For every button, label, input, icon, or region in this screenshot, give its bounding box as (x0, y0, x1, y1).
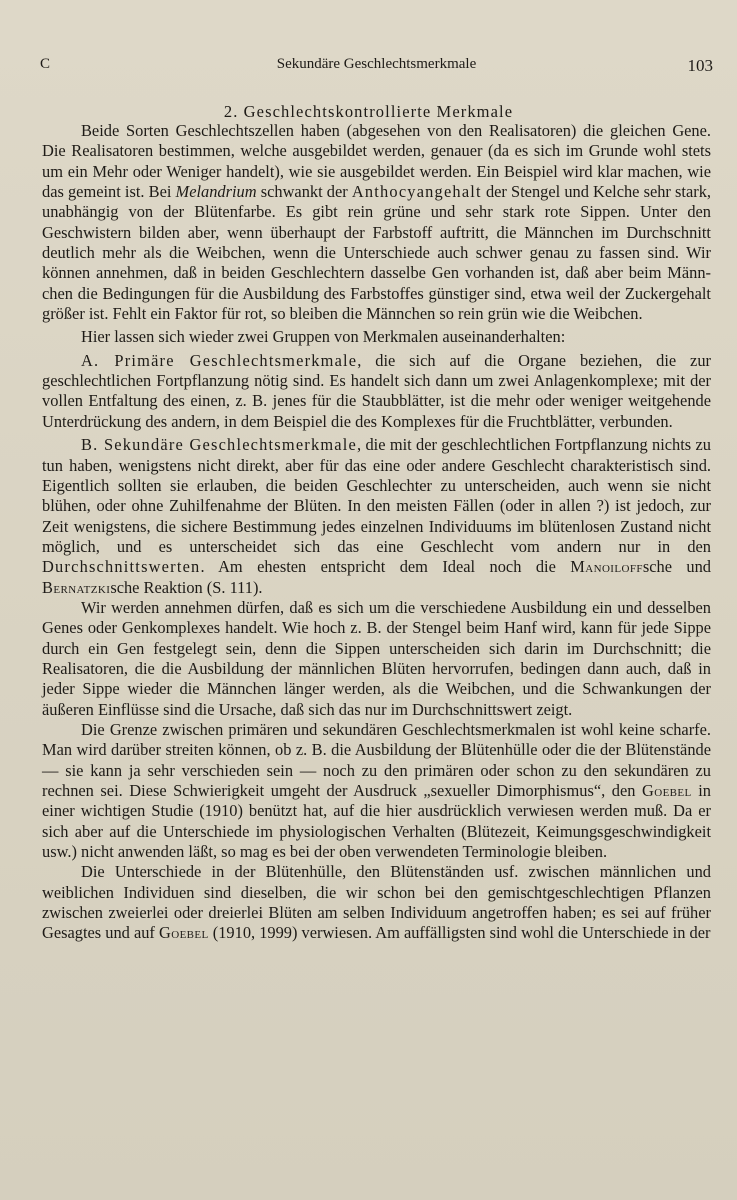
paragraph-1 (42, 121, 711, 324)
text-run: Beide Sorten Geschlechtszellen haben (abgesehen von den Realisatoren) die gleichen Gene. Die Realisatoren bestimmen, welche ausgebildet werden, genauer (da es sich im Grunde wohl stets um ein Mehr oder Weniger handelt), wie sie ausgebildet werden. Ein Beispiel wird klar machen, wie das gemeint ist. Bei (42, 121, 711, 202)
text-run: Die Grenze zwischen primären und sekundären Geschlechtsmerkmalen ist wohl keine scharfe. Man wird darüber streiten können, ob z. B. die Ausbildung der Blütenhülle oder die der Blütenstände — sie kann ja sehr verschieden sein — noch zu den primären oder schon zu den sekundären zu rechnen sei. Diese Schwierigkeit umgeht der Ausdruck „sexueller Dimorphismus“, den (42, 719, 711, 800)
text-run: der Stengel und Kelche sehr stark, unabhängig von der Blütenfarbe. Es gibt rein grüne und sehr stark rote Sippen. Unter den Geschwistern bilden aber, wenn überhaupt der Farbstoff auftritt, die Männchen im Durchschnitt deutlich mehr als die Weibchen, wenn die Unterschiede auch schwer genau zu fassen sind. Wir können annehmen, daß in beiden Geschlechtern dasselbe Gen vorhanden ist, daß aber beim Männchen die Bedingungen für die Ausbildung des Farbstoffes günstiger sind, etwa weil der Zuckergehalt größer ist. Fehlt ein Faktor für rot, so bleiben die Männchen so rein grün wie die Weibchen. (42, 182, 711, 324)
author-name: Goebel (641, 781, 692, 800)
paragraph-2: Hier lassen sich wieder zwei Gruppen von Merkmalen auseinanderhalten: (81, 327, 566, 347)
text-run: , die mit der geschlechtlichen Fortpflanzung nichts zu tun haben, wenigstens nicht direkt, aber für das eine oder andere Geschlecht charakteristisch sind. Eigentlich sollten sie erlauben, die beiden Geschlechter zu unterscheiden, auch wenn sie nicht blühen, oder ohne Zuhilfenahme der Blüten. In den meisten Fällen (oder in allen ?) ist jedoch, zur Zeit wenigstens, die sichere Bestimmung jedes einzelnen Individuums im blütenlosen Zustand nicht möglich, und es unterscheidet sich das eine Geschlecht vom andern nur in den (42, 435, 711, 556)
spaced-term: B. Sekundäre Geschlechtsmerkmale (81, 435, 358, 455)
author-name: Goebel (158, 923, 209, 943)
text-run: . Am ehesten entspricht dem Ideal noch die (200, 557, 571, 577)
text-run: (1910, 1999) verwiesen. Am auffälligsten sind wohl die Unterschiede in der (208, 923, 711, 943)
spaced-term: Durchschnittswerten (42, 557, 201, 577)
paragraph-6 (42, 720, 711, 862)
page-number: 103 (687, 56, 713, 75)
text-run: Die Unterschiede in der Blütenhülle, den Blütenständen usf. zwischen männlichen und weiblichen Individuen sind dieselben, die wir schon bei den gemischtgeschlechtigen Pflanzen zwischen zweierlei oder dreierlei Blüten am selben Individuum angetroffen haben; es sei auf früher Gesagtes und auf (42, 862, 711, 943)
paragraph-5: Wir werden annehmen dürfen, daß es sich um die verschiedene Ausbildung ein und desselben Genes oder Genkomplexes handelt. Wie hoch z. B. der Stengel beim Hanf wird, kann für jede Sippe durch ein Gen festgelegt sein, denn die Sippen unterscheiden sich darin im Durchschnitt; die Realisatoren, die die Ausbildung der männlichen Blüten hervorrufen, bedingen dann auch, daß in jeder Sippe wieder die Männchen länger werden, als die Weibchen, und die Schwankungen der äußeren Einflüsse sind die Ursache, daß sich das nur im Durchschnittswert zeigt. (42, 597, 711, 719)
signature-mark: C (40, 56, 51, 72)
text-run: in einer wichtigen Studie (1910) benützt hat, auf die hier ausdrücklich verwiesen werden muß. Da er sich aber auf die Unterschiede im physiologischen Verhalten (Blütezeit, Keimungsgeschwindigkeit usw.) nicht anwenden läßt, so mag es bei der oben verwendeten Terminologie bleiben. (42, 781, 711, 862)
paragraph-3 (42, 351, 711, 432)
genus-name: Melandrium (175, 182, 257, 202)
body-text (42, 121, 711, 944)
text-run: , die sich auf die Organe beziehen, die zur geschlechtlichen Fortpflanzung nötig sind. Es handelt sich dann um zwei Anlagenkomplexe; mit der vollen Entfaltung des einen, z. B. jenes für die Staubblätter, ist die mehr oder weniger weitgehende Unterdrückung des andern, in dem Beispiel die des Komplexes für die Fruchtblätter, verbunden. (42, 350, 711, 431)
author-name: Bernatzki (42, 577, 111, 597)
text-run: sche Reaktion (S. 111). (110, 577, 263, 597)
spaced-term: A. Primäre Geschlechtsmerkmale (81, 350, 358, 370)
author-name: Manoiloff (570, 557, 643, 577)
spaced-term: Anthocyangehalt (351, 182, 482, 202)
running-header (40, 56, 713, 80)
running-title: Sekundäre Geschlechtsmerkmale (276, 56, 477, 72)
text-run: schwankt der (256, 182, 352, 202)
section-title: 2. Geschlechtskontrollierte Merkmale (223, 102, 514, 121)
paragraph-4 (42, 435, 711, 598)
paragraph-7 (42, 862, 711, 943)
text-run: sche und (642, 557, 711, 577)
